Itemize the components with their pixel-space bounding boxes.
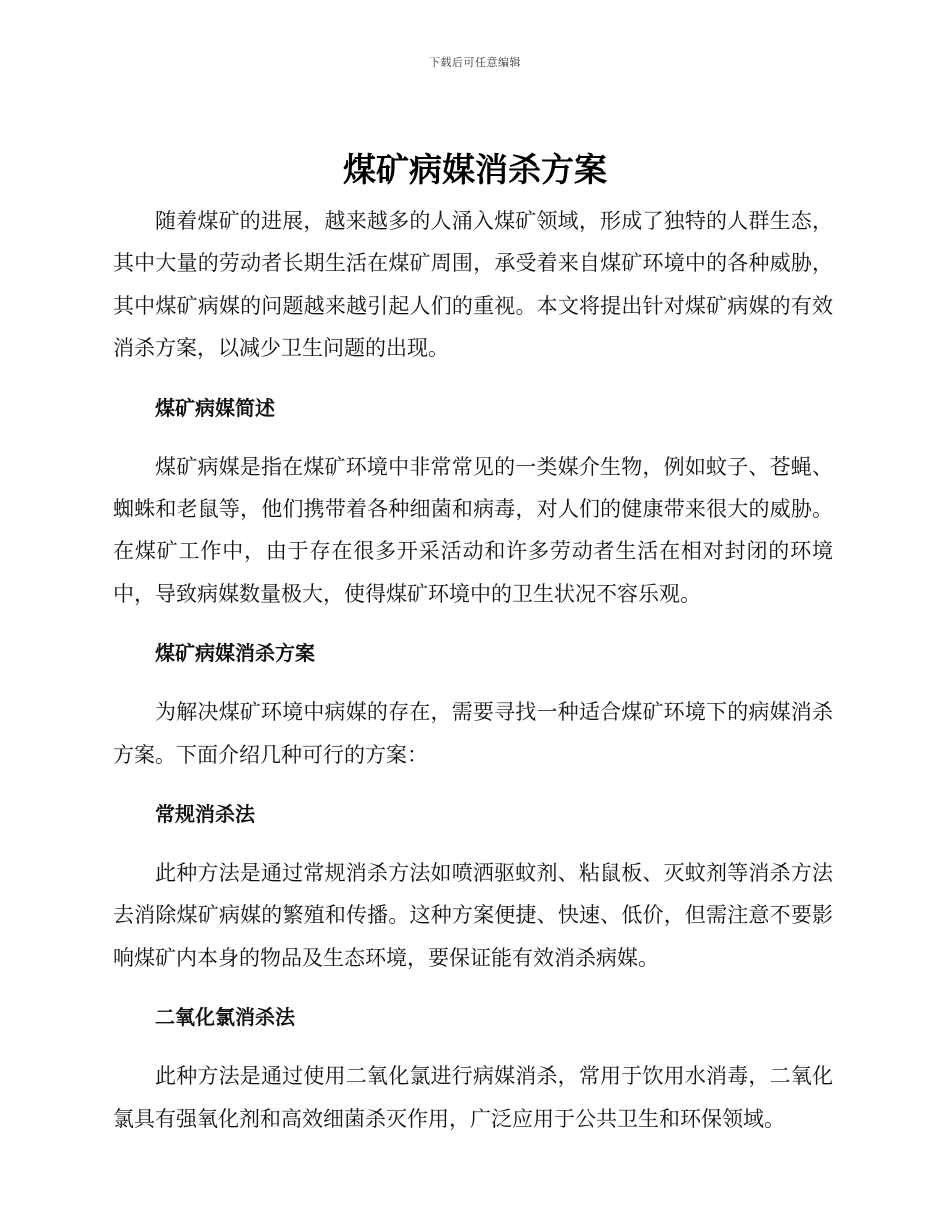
document-body	[113, 200, 833, 1140]
section-heading-plan: 煤矿病媒消杀方案	[155, 641, 315, 666]
section-heading-overview: 煤矿病媒简述	[155, 395, 275, 420]
intro-paragraph: 随着煤矿的进展，越来越多的人涌入煤矿领域，形成了独特的人群生态，其中大量的劳动者长期生活在煤矿周围，承受着来自煤矿环境中的各种威胁，其中煤矿病媒的问题越来越引起人们的重视。本文将提出针对煤矿病媒的有效消杀方案，以减少卫生问题的出现。	[113, 209, 833, 361]
conventional-paragraph: 此种方法是通过常规消杀方法如喷洒驱蚊剂、粘鼠板、灭蚊剂等消杀方法去消除煤矿病媒的繁殖和传播。这种方案便捷、快速、低价，但需注意不要影响煤矿内本身的物品及生态环境，要保证能有效消杀病媒。	[113, 861, 833, 970]
section-heading-chlorine-dioxide: 二氧化氯消杀法	[155, 1005, 295, 1030]
overview-paragraph: 煤矿病媒是指在煤矿环境中非常常见的一类媒介生物，例如蚊子、苍蝇、蜘蛛和老鼠等，他们携带着各种细菌和病毒，对人们的健康带来很大的威胁。在煤矿工作中，由于存在很多开采活动和许多劳动者生活在相对封闭的环境中，导致病媒数量极大，使得煤矿环境中的卫生状况不容乐观。	[113, 454, 833, 606]
header-note: 下载后可任意编辑	[429, 56, 521, 69]
document-title: 煤矿病媒消杀方案	[343, 150, 607, 189]
section-heading-conventional: 常规消杀法	[155, 802, 255, 827]
plan-paragraph: 为解决煤矿环境中病媒的存在，需要寻找一种适合煤矿环境下的病媒消杀方案。下面介绍几种可行的方案：	[113, 700, 833, 767]
chlorine-dioxide-paragraph: 此种方法是通过使用二氧化氯进行病媒消杀，常用于饮用水消毒，二氧化氯具有强氧化剂和高效细菌杀灭作用，广泛应用于公共卫生和环保领域。	[113, 1064, 833, 1131]
